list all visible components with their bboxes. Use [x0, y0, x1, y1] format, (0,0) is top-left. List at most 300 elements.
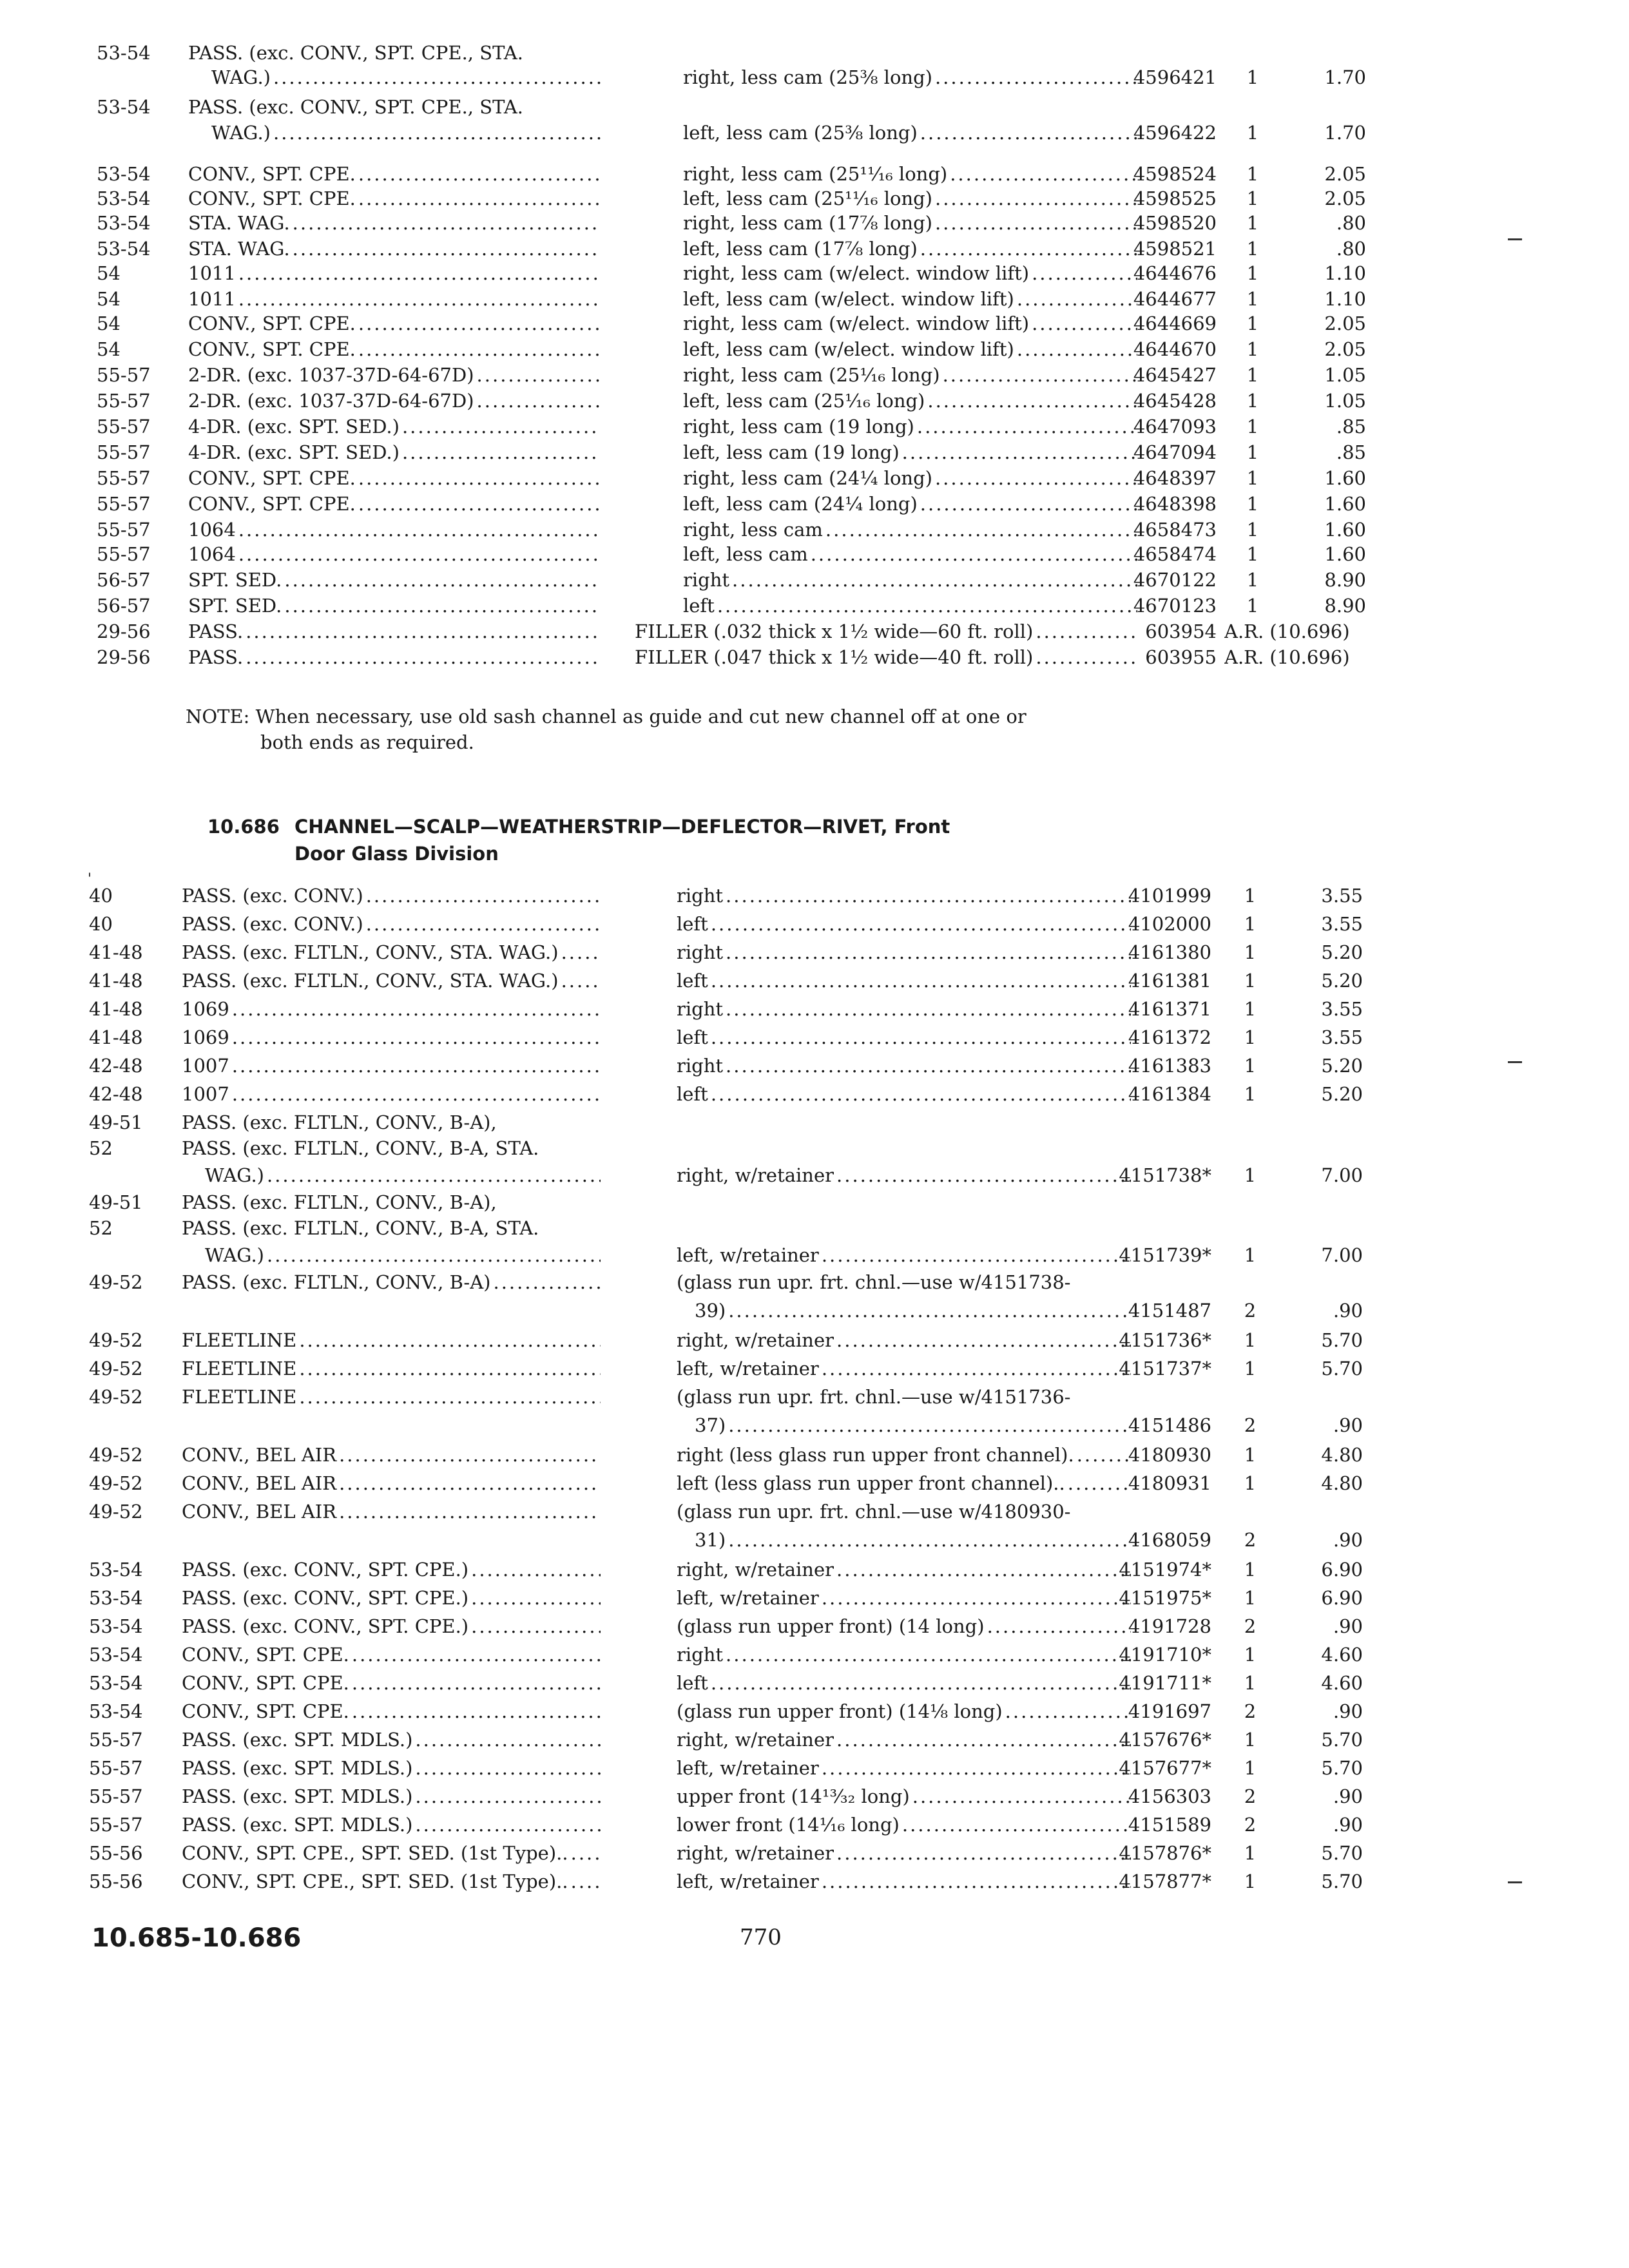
quantity-cell: 1 [1244, 941, 1257, 963]
price-cell: 6.90 [1321, 1559, 1363, 1581]
part-number-cell: 4647093 [1133, 416, 1217, 437]
description-text: right, less cam (w/elect. window lift) [683, 262, 1032, 284]
part-number-cell: 4151486 [1128, 1414, 1211, 1436]
quantity-cell: 1 [1244, 1587, 1257, 1609]
description-cell [683, 236, 1137, 262]
description-text: left [677, 1026, 711, 1048]
model-cell [182, 1670, 601, 1696]
model-cell [182, 1585, 601, 1611]
table-row [0, 1189, 1629, 1215]
year-cell: 41-48 [89, 998, 143, 1020]
price-cell: 1.60 [1324, 519, 1366, 541]
description-text: left, less cam (19 long) [683, 441, 902, 463]
scan-mark: ' [88, 871, 92, 887]
description-text: right, less cam [683, 519, 825, 541]
quantity-cell: 1 [1246, 262, 1259, 284]
model-cell [205, 1162, 601, 1188]
year-cell: 55-57 [89, 1729, 143, 1751]
quantity-cell: 1 [1246, 163, 1259, 185]
year-cell: 53-54 [97, 163, 151, 185]
year-cell: 42-48 [89, 1055, 143, 1077]
model-cell [182, 1812, 601, 1838]
model-cell [182, 1269, 601, 1295]
price-cell: .90 [1333, 1300, 1363, 1321]
quantity-cell: 1 [1244, 1329, 1257, 1351]
year-cell: 56-57 [97, 569, 151, 591]
model-text: FLEETLINE [182, 1358, 299, 1379]
model-cell: PASS. (exc. CONV., SPT. CPE., STA. [188, 42, 524, 64]
description-text: 39) [695, 1300, 728, 1321]
description-cell [677, 1557, 1131, 1582]
quantity-cell: 1 [1244, 1244, 1257, 1266]
price-cell: 5.70 [1321, 1870, 1363, 1892]
model-cell [188, 644, 601, 670]
quantity-cell: 1 [1246, 467, 1259, 489]
description-cell [683, 593, 1137, 619]
price-cell: 1.60 [1324, 467, 1366, 489]
model-cell [188, 517, 601, 543]
description-text: right, less cam (25¹⁄₁₆ long) [683, 364, 943, 386]
year-cell: 49-52 [89, 1386, 143, 1408]
price-cell: 6.90 [1321, 1587, 1363, 1609]
part-number-cell: 4191697 [1128, 1700, 1211, 1722]
price-cell: 5.20 [1321, 970, 1363, 992]
model-text: PASS. (exc. FLTLN., CONV., STA. WAG.) [182, 941, 561, 963]
table-row [0, 94, 1629, 120]
part-number-cell: 603954 [1145, 620, 1217, 642]
quantity-cell: 1 [1244, 1444, 1257, 1466]
model-text: SPT. SED. [188, 569, 284, 591]
model-text: CONV., SPT. CPE. [182, 1644, 352, 1666]
year-cell: 29-56 [97, 646, 151, 668]
part-number-cell: 4598521 [1133, 238, 1217, 260]
quantity-cell: 1 [1244, 1358, 1257, 1379]
price-cell: .85 [1336, 441, 1366, 463]
model-text: PASS. (exc. SPT. MDLS.) [182, 1814, 415, 1836]
description-cell [683, 210, 1137, 236]
quantity-cell: 2 [1244, 1785, 1257, 1807]
table-row [0, 210, 1629, 236]
model-text: 4-DR. (exc. SPT. SED.) [188, 416, 402, 437]
description-cell [635, 619, 1137, 644]
year-cell: 53-54 [97, 187, 151, 209]
model-text: STA. WAG. [188, 212, 293, 234]
description-text: left [677, 1672, 711, 1694]
description-cell [683, 286, 1137, 312]
quantity-cell: 1 [1244, 1729, 1257, 1751]
description-cell [677, 1470, 1131, 1496]
table-row-continuation [0, 1412, 1629, 1438]
table-row [0, 362, 1629, 388]
description-text: left, w/retainer [677, 1244, 822, 1266]
model-cell [188, 414, 601, 439]
table-row-continuation [0, 1162, 1629, 1188]
description-text: (glass run upper front) (14⅛ long) [677, 1700, 1005, 1722]
year-cell: 49-52 [89, 1329, 143, 1351]
description-text: right, w/retainer [677, 1329, 836, 1351]
model-text: WAG.) [205, 1164, 267, 1186]
year-cell: 53-54 [89, 1559, 143, 1581]
year-cell: 55-57 [97, 543, 151, 565]
description-text: right, w/retainer [677, 1559, 836, 1581]
note-line-1: NOTE: When necessary, use old sash channel as guide and cut new channel off at one or [186, 706, 1027, 727]
model-cell [182, 1727, 601, 1753]
quantity-cell: 1 [1246, 66, 1259, 88]
model-cell-cont [211, 120, 601, 146]
table-row [0, 236, 1629, 262]
price-cell: 2.05 [1324, 312, 1366, 334]
description-text: right, w/retainer [677, 1842, 836, 1864]
price-cell: 3.55 [1321, 1026, 1363, 1048]
price-cell: 7.00 [1321, 1164, 1363, 1186]
year-cell: 41-48 [89, 1026, 143, 1048]
part-number-cell: 4161372 [1128, 1026, 1211, 1048]
description-text: right [683, 569, 732, 591]
table-row [0, 491, 1629, 517]
model-text: PASS. (exc. SPT. MDLS.) [182, 1757, 415, 1779]
model-text: 1069 [182, 998, 232, 1020]
part-number-cell: 4644669 [1133, 312, 1217, 334]
model-text: SPT. SED. [188, 595, 284, 617]
price-cell: 5.70 [1321, 1757, 1363, 1779]
quantity-cell: 2 [1244, 1529, 1257, 1551]
table-row [0, 1269, 1629, 1295]
description-text: left, less cam (25¹¹⁄₁₆ long) [683, 187, 935, 209]
description-text: 31) [695, 1529, 728, 1551]
model-text: FLEETLINE [182, 1329, 299, 1351]
model-cell [182, 1755, 601, 1781]
quantity-cell: 1 [1246, 416, 1259, 437]
description-cell [677, 968, 1131, 994]
model-text: 2-DR. (exc. 1037-37D-64-67D) [188, 364, 477, 386]
part-number-cell: 4645427 [1133, 364, 1217, 386]
table-row [0, 1613, 1629, 1639]
description-cell: (glass run upr. frt. chnl.—use w/4151738- [677, 1271, 1071, 1293]
part-number-cell: 4648398 [1133, 493, 1217, 515]
price-cell: 1.70 [1324, 66, 1366, 88]
year-cell: 53-54 [97, 42, 151, 64]
description-text: left, w/retainer [677, 1757, 822, 1779]
quantity-cell: 1 [1246, 364, 1259, 386]
description-text: FILLER (.047 thick x 1½ wide—40 ft. roll) [635, 646, 1036, 668]
model-text: 1011 [188, 262, 238, 284]
table-row-continuation [0, 120, 1629, 146]
year-cell: 42-48 [89, 1083, 143, 1105]
model-cell: PASS. (exc. FLTLN., CONV., B-A, STA. [182, 1137, 539, 1159]
model-text: STA. WAG. [188, 238, 293, 260]
model-text: PASS. (exc. CONV.) [182, 913, 366, 935]
quantity-cell: 1 [1244, 1559, 1257, 1581]
model-cell [205, 1242, 601, 1268]
table-row [0, 465, 1629, 491]
table-row [0, 619, 1629, 644]
description-text: left, less cam (24¼ long) [683, 493, 920, 515]
quantity-cell: 1 [1244, 1870, 1257, 1892]
part-number-cell: 4670123 [1133, 595, 1217, 617]
quantity-cell: 1 [1244, 913, 1257, 935]
description-cell [677, 1670, 1131, 1696]
model-text: CONV., BEL AIR [182, 1501, 339, 1523]
quantity-cell: 1 [1246, 338, 1259, 360]
table-row [0, 1110, 1629, 1135]
description-cell [695, 1298, 1131, 1323]
description-cell [683, 465, 1137, 491]
model-cell-cont-text: WAG.) [211, 66, 273, 88]
description-text: left, less cam (17⅞ long) [683, 238, 920, 260]
model-cell [182, 968, 601, 994]
table-row [0, 1356, 1629, 1381]
quantity-cell: 1 [1246, 519, 1259, 541]
year-cell: 49-51 [89, 1111, 143, 1133]
part-number-cell: 4151975* [1119, 1587, 1211, 1609]
price-cell: 3.55 [1321, 885, 1363, 907]
quantity-cell: 1 [1246, 238, 1259, 260]
price-cell: 1.10 [1324, 288, 1366, 310]
model-cell [182, 1642, 601, 1667]
margin-mark [1508, 1061, 1522, 1063]
model-cell [182, 1499, 601, 1524]
description-cell [635, 644, 1137, 670]
table-row [0, 1812, 1629, 1838]
table-row-continuation [0, 64, 1629, 90]
table-row [0, 1081, 1629, 1107]
description-text: left, less cam (25⅜ long) [683, 122, 920, 144]
table-row [0, 161, 1629, 187]
year-cell: 55-57 [97, 416, 151, 437]
model-text: CONV., SPT. CPE., SPT. SED. (1st Type).. [182, 1870, 571, 1892]
description-cell [683, 388, 1137, 414]
model-text: CONV., SPT. CPE. [182, 1700, 352, 1722]
table-row [0, 1698, 1629, 1724]
description-text: left, w/retainer [677, 1587, 822, 1609]
description-text: left, w/retainer [677, 1358, 822, 1379]
part-number-cell: 4180931 [1128, 1472, 1211, 1494]
model-text: CONV., SPT. CPE. [188, 493, 358, 515]
description-cell [677, 1585, 1131, 1611]
price-cell: 8.90 [1324, 569, 1366, 591]
quantity-cell: 1 [1246, 187, 1259, 209]
description-cell [677, 1698, 1131, 1724]
model-text: PASS. (exc. CONV., SPT. CPE.) [182, 1615, 471, 1637]
part-number-cell: 4157877* [1119, 1870, 1211, 1892]
table-row [0, 517, 1629, 543]
table-row [0, 186, 1629, 211]
price-cell: 1.70 [1324, 122, 1366, 144]
quantity-cell: 2 [1244, 1414, 1257, 1436]
table-row [0, 1670, 1629, 1696]
model-cell [182, 1384, 601, 1410]
part-number-cell: 4647094 [1133, 441, 1217, 463]
year-cell: 55-57 [97, 390, 151, 412]
part-number-cell: 4598525 [1133, 187, 1217, 209]
part-number-cell: 4161384 [1128, 1083, 1211, 1105]
table-row [0, 1755, 1629, 1781]
part-number-cell: 4151739* [1119, 1244, 1211, 1266]
table-row [0, 1024, 1629, 1050]
quantity-cell: 1 [1244, 998, 1257, 1020]
part-number-cell: 4658474 [1133, 543, 1217, 565]
model-text: 1011 [188, 288, 238, 310]
table-row-continuation [0, 1215, 1629, 1241]
table-row [0, 644, 1629, 670]
section-title-line-1: CHANNEL—SCALP—WEATHERSTRIP—DEFLECTOR—RIVET, Front [294, 816, 950, 838]
year-cell: 56-57 [97, 595, 151, 617]
year-cell: 55-57 [89, 1814, 143, 1836]
model-text: WAG.) [205, 1244, 267, 1266]
price-cell: 1.60 [1324, 543, 1366, 565]
part-number-cell: 4598520 [1133, 212, 1217, 234]
model-text: PASS. (exc. SPT. MDLS.) [182, 1729, 415, 1751]
year-cell: 53-54 [97, 238, 151, 260]
description-cell [683, 161, 1137, 187]
part-number-cell: 4157677* [1119, 1757, 1211, 1779]
note-line-2: both ends as required. [260, 731, 474, 753]
model-cell [182, 1613, 601, 1639]
year-cell: 49-52 [89, 1358, 143, 1379]
description-cell [677, 1840, 1131, 1866]
year-cell: 55-57 [89, 1757, 143, 1779]
description-cell [677, 1356, 1131, 1381]
section-number: 10.686 [207, 816, 280, 838]
table-row [0, 40, 1629, 66]
model-cell [188, 311, 601, 336]
model-text: 1064 [188, 543, 238, 565]
description-cell [683, 517, 1137, 543]
quantity-cell: 1 [1244, 1842, 1257, 1864]
description-cell [677, 1162, 1131, 1188]
footer-section-range: 10.685-10.686 [92, 1923, 302, 1953]
year-cell: 54 [97, 262, 120, 284]
description-cell [683, 491, 1137, 517]
price-cell: .90 [1333, 1700, 1363, 1722]
price-cell: 8.90 [1324, 595, 1366, 617]
price-cell: 5.20 [1321, 1055, 1363, 1077]
table-row [0, 1783, 1629, 1809]
model-cell [182, 1024, 601, 1050]
part-number-cell: 4596421 [1133, 66, 1217, 88]
year-cell: 54 [97, 338, 120, 360]
quantity-cell: 1 [1246, 212, 1259, 234]
description-text: 37) [695, 1414, 728, 1436]
year-cell: 55-57 [97, 364, 151, 386]
price-cell: 5.70 [1321, 1842, 1363, 1864]
year-cell: 52 [89, 1217, 113, 1239]
quantity-cell: 1 [1244, 970, 1257, 992]
price-cell: .80 [1336, 212, 1366, 234]
quantity-cell: A.R. (10.696) [1224, 620, 1350, 642]
price-cell: 7.00 [1321, 1244, 1363, 1266]
description-text: right, less cam (w/elect. window lift) [683, 312, 1032, 334]
model-cell [182, 1356, 601, 1381]
model-cell [188, 465, 601, 491]
description-cell [677, 1812, 1131, 1838]
year-cell: 53-54 [89, 1587, 143, 1609]
year-cell: 54 [97, 312, 120, 334]
part-number-cell: 4102000 [1128, 913, 1211, 935]
part-number-cell: 4151589 [1128, 1814, 1211, 1836]
description-text: right [677, 1644, 726, 1666]
model-cell [188, 541, 601, 567]
description-text: lower front (14¹⁄₁₆ long) [677, 1814, 902, 1836]
year-cell: 55-57 [97, 493, 151, 515]
table-row [0, 1727, 1629, 1753]
quantity-cell: 1 [1246, 122, 1259, 144]
table-row [0, 911, 1629, 937]
note-text [186, 704, 1120, 755]
year-cell: 52 [89, 1137, 113, 1159]
model-text: CONV., SPT. CPE. [188, 338, 358, 360]
year-cell: 49-52 [89, 1501, 143, 1523]
description-text: left, less cam (w/elect. window lift) [683, 288, 1017, 310]
description-text: (glass run upper front) (14 long) [677, 1615, 987, 1637]
price-cell: .90 [1333, 1615, 1363, 1637]
price-cell: 5.20 [1321, 1083, 1363, 1105]
description-text: left [677, 913, 711, 935]
part-number-cell: 4644677 [1133, 288, 1217, 310]
quantity-cell: 1 [1244, 1055, 1257, 1077]
model-cell [182, 939, 601, 965]
model-cell [188, 286, 601, 312]
model-cell [182, 1442, 601, 1468]
table-row [0, 1327, 1629, 1353]
table-row [0, 968, 1629, 994]
year-cell: 53-54 [89, 1700, 143, 1722]
quantity-cell: 1 [1244, 885, 1257, 907]
model-cell [182, 911, 601, 937]
year-cell: 53-54 [89, 1672, 143, 1694]
table-row-continuation [0, 1242, 1629, 1268]
part-number-cell: 4161381 [1128, 970, 1211, 992]
year-cell: 55-56 [89, 1870, 143, 1892]
description-cell [677, 1242, 1131, 1268]
model-text: CONV., SPT. CPE. [188, 163, 358, 185]
description-text: right [677, 885, 726, 907]
model-cell [188, 388, 601, 414]
table-row [0, 336, 1629, 362]
model-cell [188, 619, 601, 644]
description-cell [677, 1783, 1131, 1809]
quantity-cell: 1 [1244, 1757, 1257, 1779]
quantity-cell: 1 [1246, 288, 1259, 310]
part-number-cell: 4191728 [1128, 1615, 1211, 1637]
quantity-cell: 1 [1244, 1026, 1257, 1048]
description-text: left [683, 595, 717, 617]
year-cell: 40 [89, 885, 113, 907]
description-text: right [677, 998, 726, 1020]
description-text: left, less cam (25¹⁄₁₆ long) [683, 390, 927, 412]
year-cell: 40 [89, 913, 113, 935]
price-cell: 5.20 [1321, 941, 1363, 963]
table-row [0, 388, 1629, 414]
description-text: right, w/retainer [677, 1729, 836, 1751]
model-cell [182, 1081, 601, 1107]
description-cell [695, 1527, 1131, 1553]
model-cell [182, 883, 601, 908]
year-cell: 53-54 [97, 96, 151, 118]
margin-mark [1508, 238, 1522, 240]
table-row [0, 1840, 1629, 1866]
quantity-cell: 1 [1244, 1164, 1257, 1186]
model-cell [182, 1557, 601, 1582]
description-text: FILLER (.032 thick x 1½ wide—60 ft. roll) [635, 620, 1036, 642]
table-row [0, 883, 1629, 908]
description-text: right, less cam (24¼ long) [683, 467, 935, 489]
model-cell [182, 1327, 601, 1353]
quantity-cell: 1 [1246, 543, 1259, 565]
table-row-continuation [0, 1527, 1629, 1553]
description-cell [677, 1755, 1131, 1781]
description-cell [677, 996, 1131, 1022]
